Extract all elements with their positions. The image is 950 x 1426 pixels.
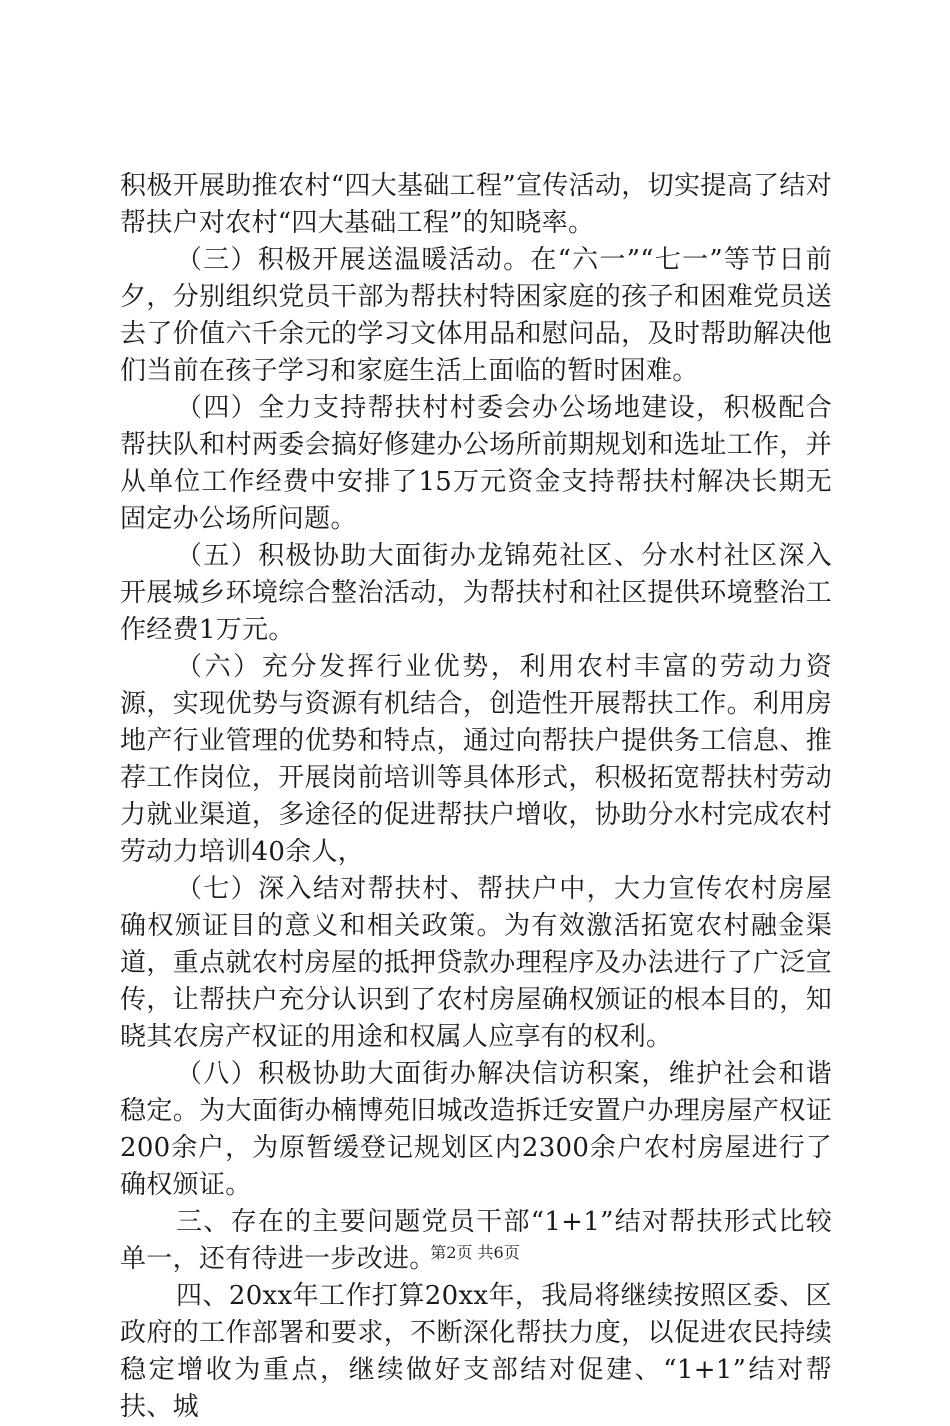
paragraph-section-8: （八）积极协助大面街办解决信访积案，维护社会和谐稳定。为大面街办楠博苑旧城改造拆迁安置户办理房屋产权证200余户，为原暂缓登记规划区内2300余户农村房屋进行了确权颁证。 [120, 1059, 832, 1200]
document-body [120, 168, 832, 1426]
paragraph-work-plan: 四、20xx年工作打算20xx年，我局将继续按照区委、区政府的工作部署和要求，不断深化帮扶力度，以促进农民持续稳定增收为重点，继续做好支部结对促建、“1+1”结对帮扶、城 [120, 1281, 832, 1422]
paragraph-section-6: （六）充分发挥行业优势，利用农村丰富的劳动力资源，实现优势与资源有机结合，创造性开展帮扶工作。利用房地产行业管理的优势和特点，通过向帮扶户提供务工信息、推荐工作岗位，开展岗前培训等具体形式，积极拓宽帮扶村劳动力就业渠道，多途径的促进帮扶户增收，协助分水村完成农村劳动力培训40余人， [120, 652, 832, 867]
paragraph-section-3: （三）积极开展送温暖活动。在“六一”“七一”等节日前夕，分别组织党员干部为帮扶村特困家庭的孩子和困难党员送去了价值六千余元的学习文体用品和慰问品，及时帮助解决他们当前在孩子学习和家庭生活上面临的暂时困难。 [120, 245, 832, 386]
paragraph-section-7: （七）深入结对帮扶村、帮扶户中，大力宣传农村房屋确权颁证目的意义和相关政策。为有效激活拓宽农村融金渠道，重点就农村房屋的抵押贷款办理程序及办法进行了广泛宣传，让帮扶户充分认识到了农村房屋确权颁证的根本目的，知晓其农房产权证的用途和权属人应享有的权利。 [120, 874, 832, 1052]
page-number-footer: 第2页 共6页 [430, 1243, 520, 1262]
paragraph-problems: 三、存在的主要问题党员干部“1+1”结对帮扶形式比较单一，还有待进一步改进。 [120, 1207, 832, 1274]
paragraph-continuation: 积极开展助推农村“四大基础工程”宣传活动，切实提高了结对帮扶户对农村“四大基础工程”的知晓率。 [120, 171, 832, 238]
paragraph-section-5: （五）积极协助大面街办龙锦苑社区、分水村社区深入开展城乡环境综合整治活动，为帮扶村和社区提供环境整治工作经费1万元。 [120, 541, 832, 645]
paragraph-section-4: （四）全力支持帮扶村村委会办公场地建设，积极配合帮扶队和村两委会搞好修建办公场所前期规划和选址工作，并从单位工作经费中安排了15万元资金支持帮扶村解决长期无固定办公场所问题。 [120, 393, 832, 534]
